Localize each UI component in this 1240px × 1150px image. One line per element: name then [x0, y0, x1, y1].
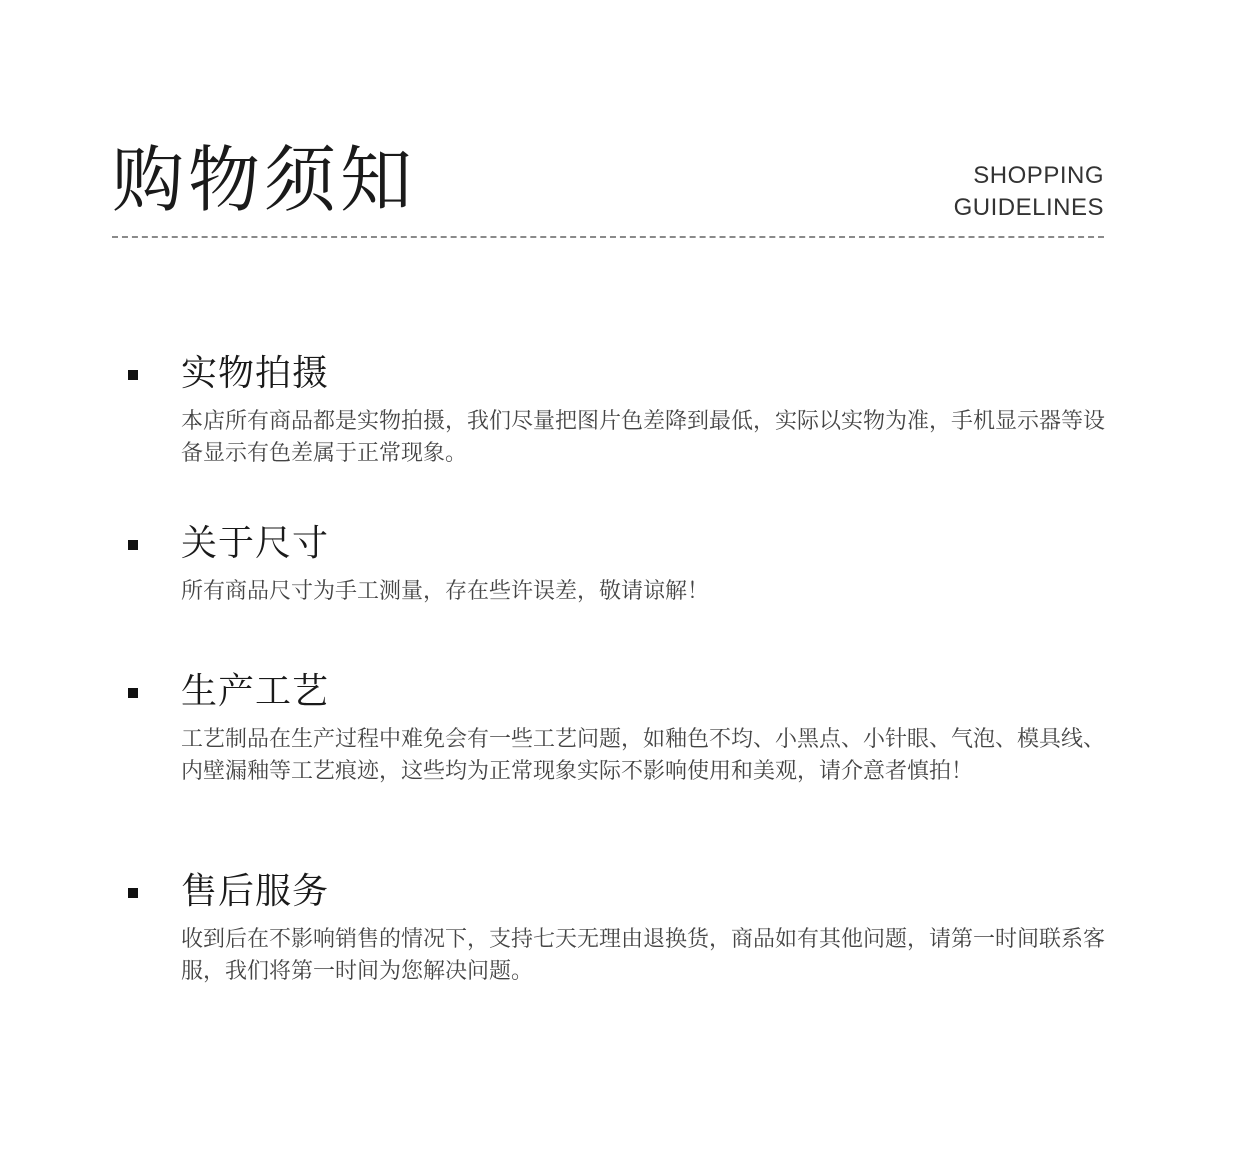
- section-title: 关于尺寸: [181, 523, 330, 564]
- section-title: 实物拍摄: [181, 353, 330, 394]
- page-title: 购物须知: [112, 138, 417, 222]
- section-body: 收到后在不影响销售的情况下，支持七天无理由退换货，商品如有其他问题，请第一时间联系客服，我们将第一时间为您解决问题。: [181, 927, 1106, 984]
- dashed-divider: [112, 236, 1104, 238]
- section-body: 本店所有商品都是实物拍摄，我们尽量把图片色差降到最低，实际以实物为准，手机显示器等设备显示有色差属于正常现象。: [181, 409, 1106, 466]
- page-header: [112, 140, 1104, 220]
- subtitle-line-1: SHOPPING: [973, 162, 1104, 189]
- section-body: 工艺制品在生产过程中难免会有一些工艺问题，如釉色不均、小黑点、小针眼、气泡、模具线、内壁漏釉等工艺痕迹，这些均为正常现象实际不影响使用和美观，请介意者慎拍！: [181, 727, 1106, 784]
- bullet-square-icon: [128, 688, 138, 698]
- section-title: 生产工艺: [181, 671, 330, 712]
- subtitle-line-2: GUIDELINES: [953, 194, 1104, 221]
- bullet-square-icon: [128, 370, 138, 380]
- section-body: 所有商品尺寸为手工测量，存在些许误差，敬请谅解！: [181, 579, 710, 604]
- bullet-square-icon: [128, 540, 138, 550]
- section-title: 售后服务: [181, 871, 330, 912]
- bullet-square-icon: [128, 888, 138, 898]
- page-subtitle: [954, 160, 1104, 224]
